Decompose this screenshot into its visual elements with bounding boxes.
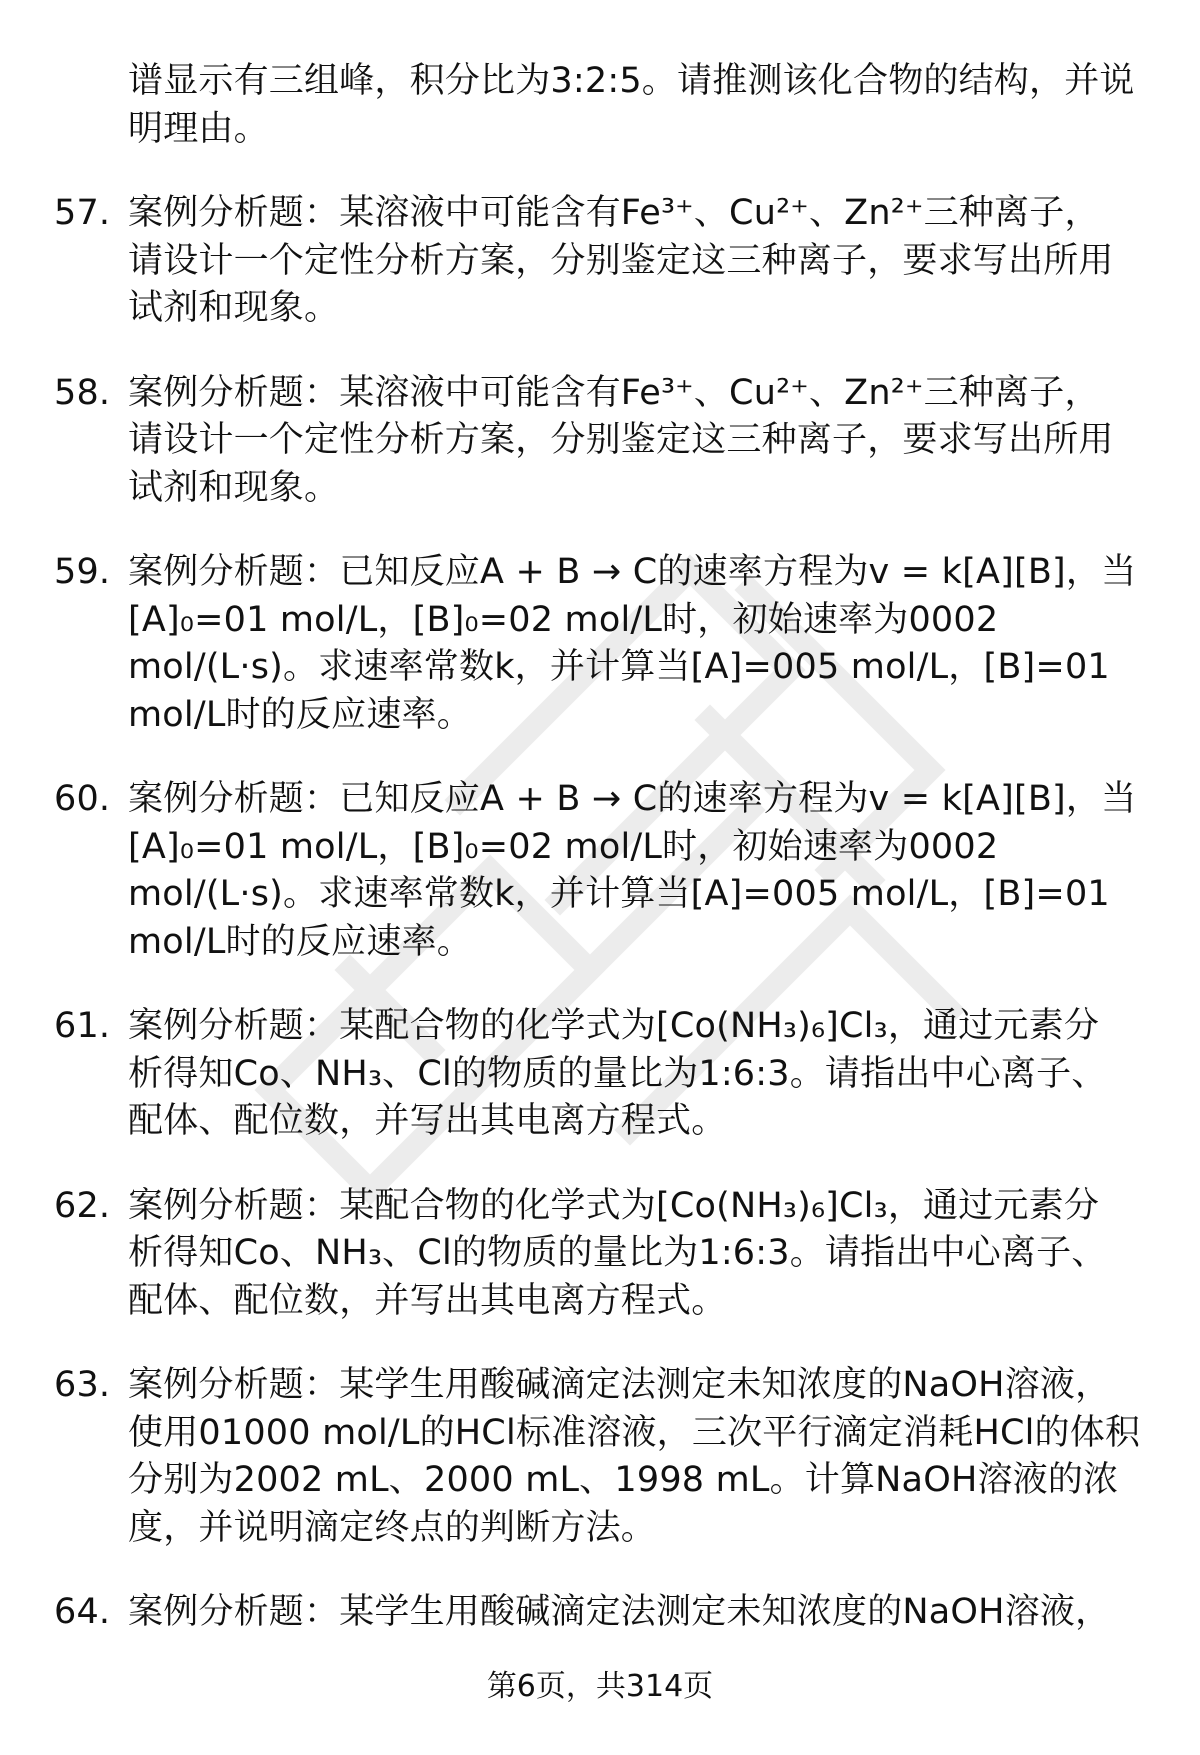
question-item [0, 1183, 1200, 1326]
question-text-line: 度，并说明滴定终点的判断方法。 [128, 1507, 657, 1548]
question-text-line: 案例分析题：某溶液中可能含有Fe³⁺、Cu²⁺、Zn²⁺三种离子， [128, 372, 1100, 413]
question-text-line: 配体、配位数，并写出其电离方程式。 [128, 1101, 727, 1141]
question-text-line: 使用01000 mol/L的HCl标准溶液，三次平行滴定消耗HCl的体积 [128, 1412, 1141, 1453]
question-item [0, 190, 1200, 333]
question-text-line: mol/(L·s)。求速率常数k，并计算当[A]=005 mol/L，[B]=01 [128, 874, 1110, 914]
question-text-line: 案例分析题：某学生用酸碱滴定法测定未知浓度的NaOH溶液， [128, 1592, 1111, 1632]
question-text-line: 案例分析题：已知反应A + B → C的速率方程为v = k[A][B]，当 [128, 552, 1137, 592]
question-item [0, 370, 1200, 513]
question-item [0, 549, 1200, 739]
question-text-line: 请设计一个定性分析方案，分别鉴定这三种离子，要求写出所用 [128, 240, 1114, 281]
question-text-line: mol/L时的反应速率。 [128, 921, 472, 962]
question-text-line: 试剂和现象。 [128, 467, 340, 508]
question-list [0, 58, 1200, 1674]
question-text-line: 明理由。 [128, 108, 269, 149]
question-text-line: 析得知Co、NH₃、Cl的物质的量比为1:6:3。请指出中心离子、 [128, 1233, 1107, 1273]
question-text-line: 案例分析题：某配合物的化学式为[Co(NH₃)₆]Cl₃，通过元素分 [128, 1185, 1100, 1226]
question-item [0, 58, 1200, 153]
question-text-line: [A]₀=01 mol/L，[B]₀=02 mol/L时，初始速率为0002 [128, 826, 999, 867]
question-number: 64. [54, 1592, 111, 1632]
question-item [0, 776, 1200, 966]
question-number: 58. [54, 372, 111, 413]
question-text-line: [A]₀=01 mol/L，[B]₀=02 mol/L时，初始速率为0002 [128, 599, 999, 640]
question-text-line: mol/(L·s)。求速率常数k，并计算当[A]=005 mol/L，[B]=01 [128, 647, 1110, 687]
question-text-line: 案例分析题：某溶液中可能含有Fe³⁺、Cu²⁺、Zn²⁺三种离子， [128, 193, 1100, 233]
question-text-line: mol/L时的反应速率。 [128, 694, 472, 735]
question-text-line: 谱显示有三组峰，积分比为3:2:5。请推测该化合物的结构，并说 [128, 61, 1135, 101]
question-text-line: 请设计一个定性分析方案，分别鉴定这三种离子，要求写出所用 [128, 420, 1114, 460]
question-number: 60. [54, 779, 111, 819]
question-item [0, 1589, 1200, 1637]
question-text-line: 案例分析题：某学生用酸碱滴定法测定未知浓度的NaOH溶液， [128, 1365, 1111, 1405]
question-text-line: 分别为2002 mL、2000 mL、1998 mL。计算NaOH溶液的浓 [128, 1460, 1119, 1500]
page-footer: 第6页，共314页 [486, 1669, 714, 1704]
question-number: 63. [54, 1365, 111, 1405]
question-number: 61. [54, 1006, 111, 1046]
question-item [0, 1362, 1200, 1552]
question-text-line: 案例分析题：某配合物的化学式为[Co(NH₃)₆]Cl₃，通过元素分 [128, 1006, 1100, 1046]
question-text-line: 析得知Co、NH₃、Cl的物质的量比为1:6:3。请指出中心离子、 [128, 1053, 1107, 1094]
question-number: 57. [54, 193, 111, 233]
question-number: 59. [54, 552, 111, 592]
question-text-line: 案例分析题：已知反应A + B → C的速率方程为v = k[A][B]，当 [128, 779, 1137, 819]
question-number: 62. [54, 1185, 111, 1226]
question-text-line: 试剂和现象。 [128, 288, 340, 328]
question-text-line: 配体、配位数，并写出其电离方程式。 [128, 1280, 727, 1321]
question-item [0, 1003, 1200, 1146]
